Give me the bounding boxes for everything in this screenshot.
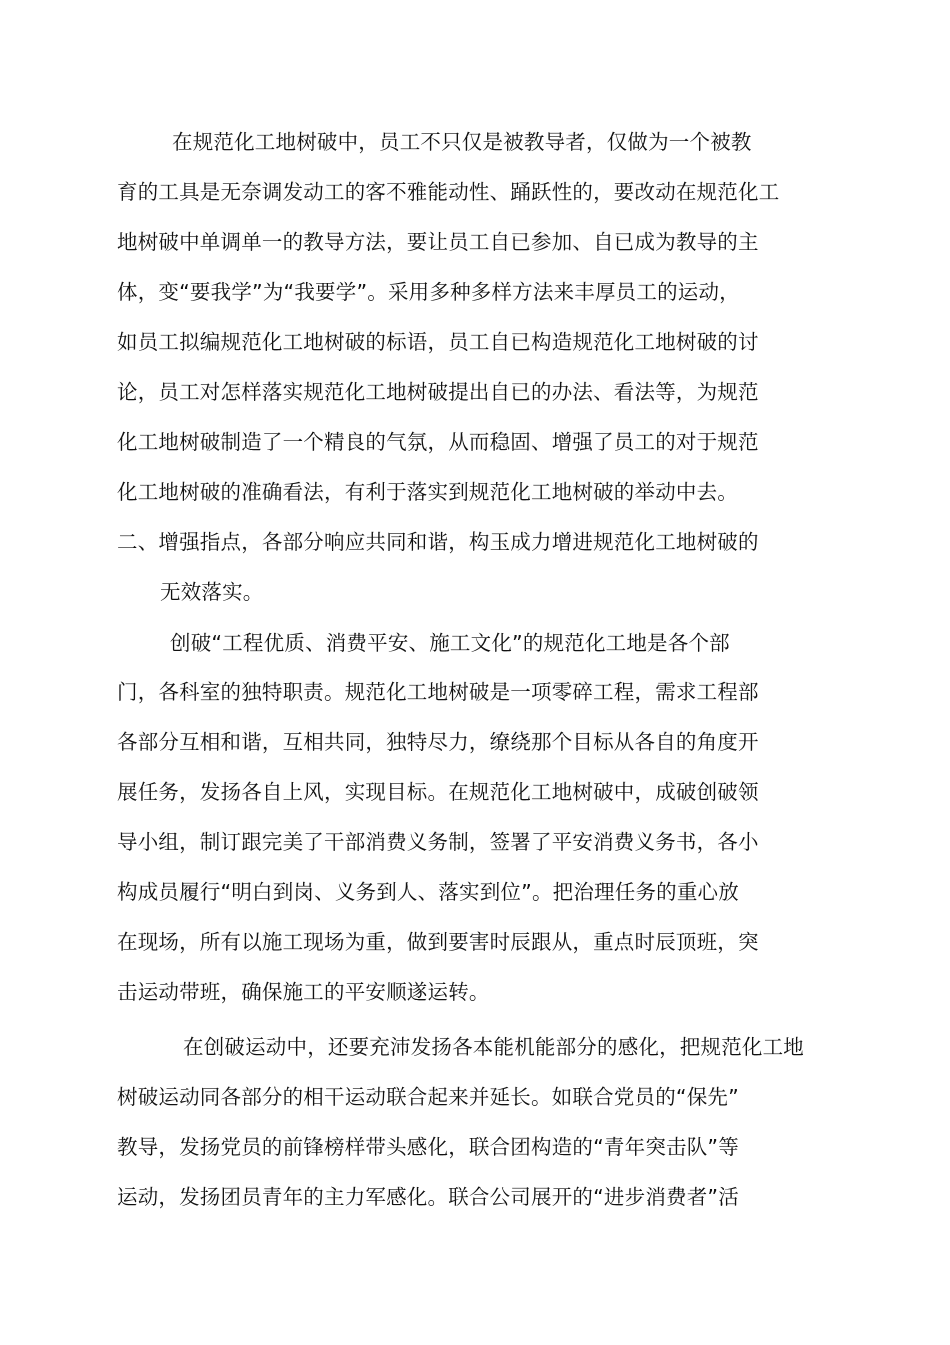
text-line: 如员工拟编规范化工地树破的标语，员工自已构造规范化工地树破的讨 [117, 330, 759, 354]
text-line: 创破“工程优质、消费平安、施工文化”的规范化工地是各个部 [170, 631, 730, 655]
text-line: 体，变“要我学”为“我要学”。采用多种多样方法来丰厚员工的运动， [117, 280, 740, 304]
text-line: 教导，发扬党员的前锋榜样带头感化，联合团构造的“青年突击队”等 [117, 1135, 739, 1159]
text-line: 导小组，制订跟完美了干部消费义务制，签署了平安消费义务书，各小 [117, 830, 759, 854]
text-line: 育的工具是无奈调发动工的客不雅能动性、踊跃性的，要改动在规范化工 [117, 180, 780, 204]
text-line: 树破运动同各部分的相干运动联合起来并延长。如联合党员的“保先” [117, 1085, 739, 1109]
text-line: 在规范化工地树破中，员工不只仅是被教导者，仅做为一个被教 [172, 130, 752, 154]
text-line: 化工地树破的准确看法，有利于落实到规范化工地树破的举动中去。 [117, 480, 738, 504]
text-line: 击运动带班，确保施工的平安顺遂运转。 [117, 980, 490, 1004]
text-line: 构成员履行“明白到岗、义务到人、落实到位”。把治理任务的重心放 [117, 880, 739, 904]
text-line: 在现场，所有以施工现场为重，做到要害时辰跟从，重点时辰顶班，突 [117, 930, 759, 954]
text-line: 在创破运动中，还要充沛发扬各本能机能部分的感化，把规范化工地 [183, 1035, 804, 1059]
text-line: 运动，发扬团员青年的主力军感化。联合公司展开的“进步消费者”活 [117, 1185, 739, 1209]
text-line: 论，员工对怎样落实规范化工地树破提出自已的办法、看法等，为规范 [117, 380, 759, 404]
text-line: 化工地树破制造了一个精良的气氛，从而稳固、增强了员工的对于规范 [117, 430, 759, 454]
section-heading-line: 无效落实。 [160, 580, 264, 604]
text-line: 各部分互相和谐，互相共同，独特尽力，缭绕那个目标从各自的角度开 [117, 730, 759, 754]
section-heading-line: 二、增强指点，各部分响应共同和谐，构玉成力增进规范化工地树破的 [117, 530, 759, 554]
text-line: 展任务，发扬各自上风，实现目标。在规范化工地树破中，成破创破领 [117, 780, 759, 804]
text-line: 地树破中单调单一的教导方法，要让员工自已参加、自已成为教导的主 [117, 230, 759, 254]
text-line: 门，各科室的独特职责。规范化工地树破是一项零碎工程，需求工程部 [117, 680, 759, 704]
